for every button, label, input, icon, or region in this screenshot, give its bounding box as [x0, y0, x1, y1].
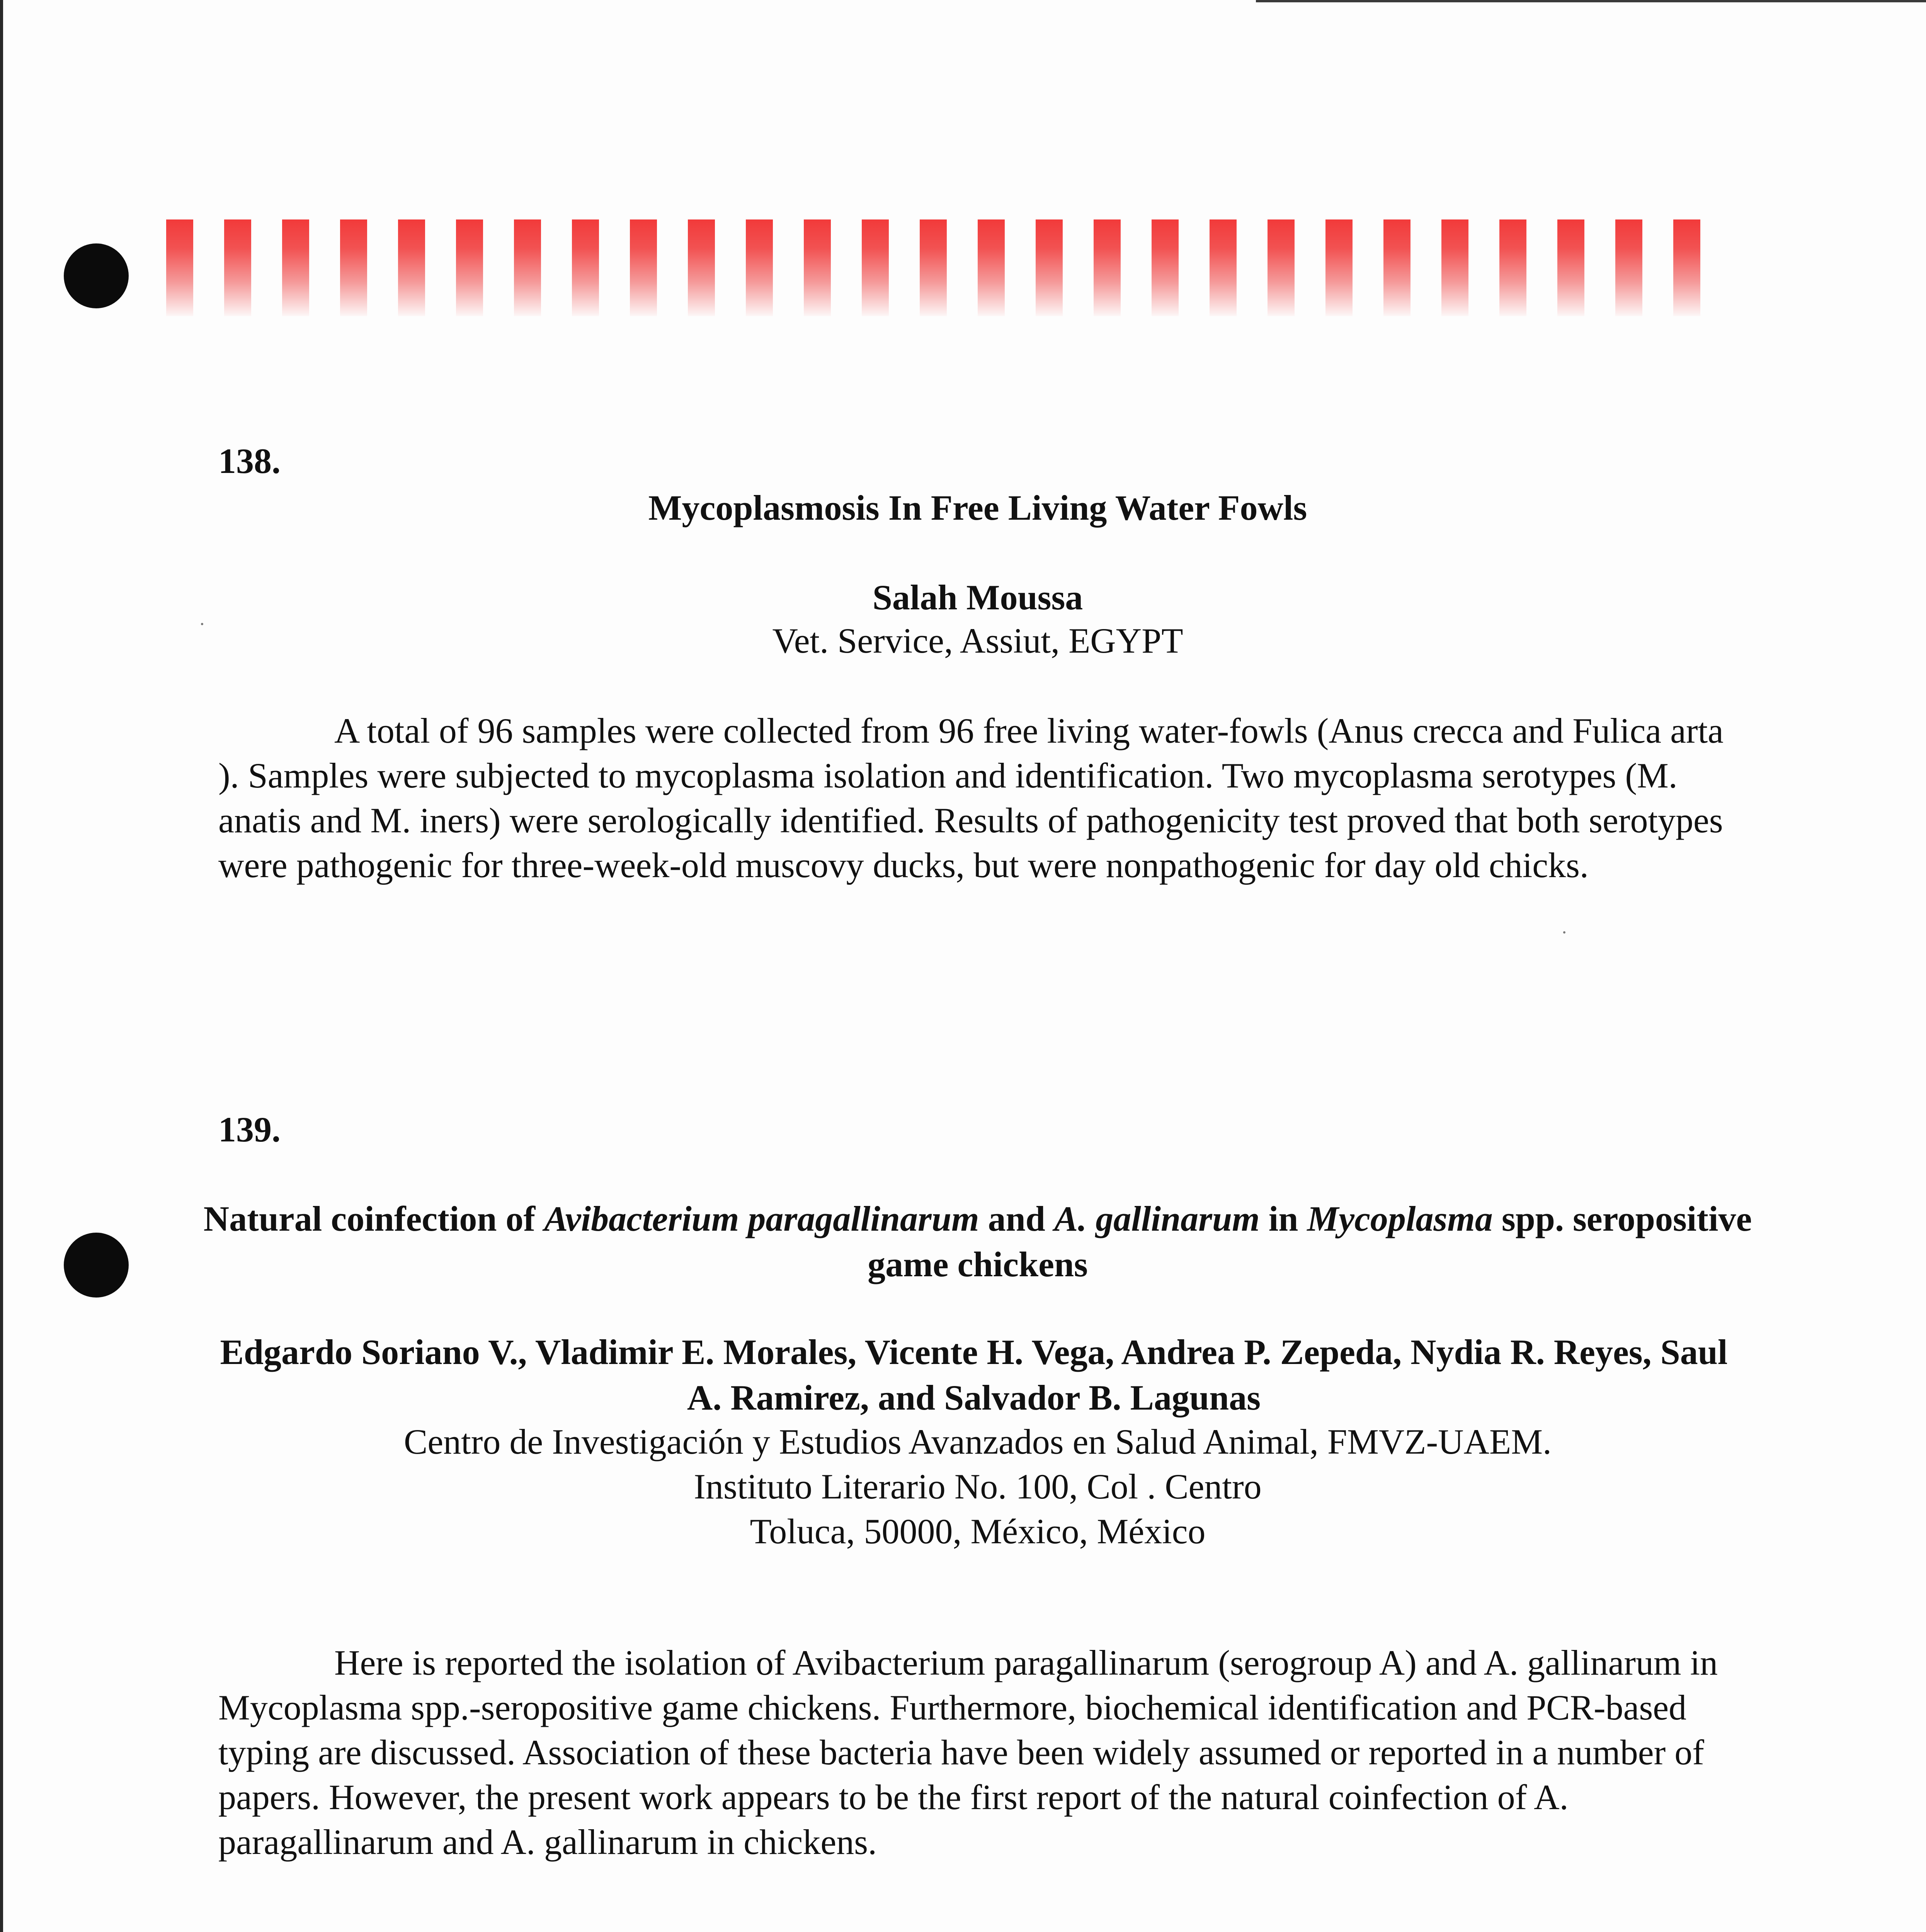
red-stripe — [804, 219, 831, 316]
affiliation-139 — [193, 1419, 1762, 1554]
affiliation-line: Instituto Literario No. 100, Col . Centro — [694, 1467, 1262, 1506]
red-stripe — [1673, 219, 1700, 316]
title-text: in — [1259, 1199, 1307, 1238]
red-stripe — [630, 219, 657, 316]
scan-speck — [1563, 931, 1565, 934]
abstract-body-139: Here is reported the isolation of Avibacterium paragallinarum (serogroup A) and A. gallinarum in Mycoplasma spp.-seropositive game chickens. Furthermore, biochemical identification and PCR-based typing are discussed. Association of these bacteria have been widely assumed or reported in a number of papers. However, the present work appears to be the first report of the natural coinfection of A. paragallinarum and A. gallinarum in chickens. — [218, 1643, 1718, 1862]
red-stripe — [282, 219, 309, 316]
red-stripe — [978, 219, 1005, 316]
red-stripe — [572, 219, 599, 316]
red-stripe — [862, 219, 889, 316]
abstract-number-138: 138. — [218, 441, 281, 481]
abstract-number-139: 139. — [218, 1110, 281, 1149]
punch-hole-top — [64, 243, 129, 308]
red-stripe — [456, 219, 483, 316]
title-species-italic: Avibacterium paragallinarum — [544, 1199, 979, 1238]
red-stripe — [1557, 219, 1584, 316]
red-stripe — [1152, 219, 1179, 316]
decorative-red-stripe-bar — [166, 219, 1704, 316]
red-stripe — [398, 219, 425, 316]
red-stripe — [746, 219, 773, 316]
title-species-italic: A. gallinarum — [1054, 1199, 1260, 1238]
authors-139: Edgardo Soriano V., Vladimir E. Morales, Vicente H. Vega, Andrea P. Zepeda, Nydia R. Reyes, Saul A. Ramirez, and Salvador B. Lagunas — [220, 1332, 1728, 1417]
red-stripe — [1441, 219, 1468, 316]
red-stripe — [1036, 219, 1063, 316]
title-genus-italic: Mycoplasma — [1307, 1199, 1493, 1238]
red-stripe — [1094, 219, 1121, 316]
punch-hole-middle — [64, 1233, 129, 1298]
scan-top-edge — [1256, 0, 1926, 2]
abstract-title-139 — [201, 1196, 1754, 1287]
red-stripe — [514, 219, 541, 316]
red-stripe — [688, 219, 715, 316]
title-text: spp. seropositive game chickens — [868, 1199, 1752, 1284]
red-stripe — [1268, 219, 1295, 316]
red-stripe — [1499, 219, 1526, 316]
affiliation-line: Centro de Investigación y Estudios Avanzados en Salud Animal, FMVZ-UAEM. — [403, 1422, 1552, 1461]
red-stripe — [920, 219, 947, 316]
author-138: Salah Moussa — [872, 578, 1083, 617]
red-stripe — [166, 219, 193, 316]
title-text: Natural coinfection of — [203, 1199, 544, 1238]
title-text: and — [979, 1199, 1054, 1238]
red-stripe — [1615, 219, 1642, 316]
affiliation-line: Toluca, 50000, México, México — [750, 1512, 1206, 1551]
red-stripe — [224, 219, 251, 316]
red-stripe — [340, 219, 367, 316]
affiliation-138: Vet. Service, Assiut, EGYPT — [772, 621, 1183, 660]
abstract-title-138: Mycoplasmosis In Free Living Water Fowls — [648, 488, 1307, 527]
abstract-body-138: A total of 96 samples were collected from 96 free living water-fowls (Anus crecca and Fulica arta ). Samples were subjected to mycoplasma isolation and identification. Two mycoplasma serotypes (M. anatis and M. iners) were serologically identified. Results of pathogenicity test proved that both serotypes were pathogenic for three-week-old muscovy ducks, but were nonpathogenic for day old chicks. — [218, 711, 1724, 885]
red-stripe — [1383, 219, 1410, 316]
red-stripe — [1325, 219, 1353, 316]
red-stripe — [1210, 219, 1237, 316]
scan-left-edge — [0, 0, 3, 1932]
